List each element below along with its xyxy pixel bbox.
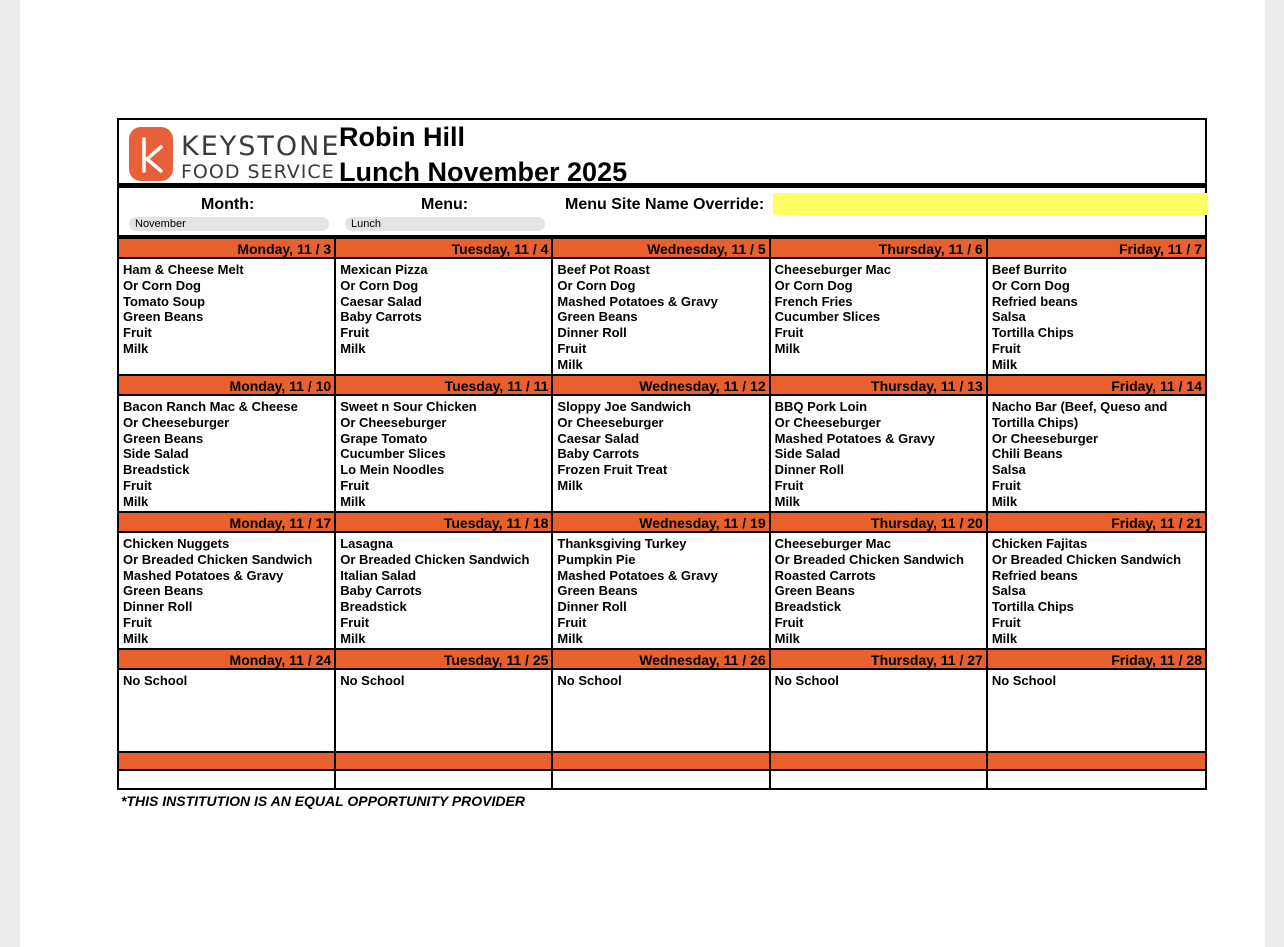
menu-item: Milk xyxy=(557,477,583,493)
logo-subtitle: FOOD SERVICE xyxy=(181,161,335,183)
menu-item: Bacon Ranch Mac & Cheese xyxy=(123,399,298,414)
day-menu-cell xyxy=(119,670,336,753)
menu-item: Milk xyxy=(774,630,800,646)
week-header-row xyxy=(119,650,1205,670)
day-menu-cell xyxy=(119,259,336,376)
month-label: Month: xyxy=(201,196,255,213)
menu-item: Fruit xyxy=(123,477,152,493)
menu-item: Green Beans xyxy=(774,583,855,599)
menu-item: Cheeseburger Mac xyxy=(774,262,891,277)
menu-item: Milk xyxy=(557,630,583,646)
day-menu-cell xyxy=(553,670,770,753)
menu-item: Italian Salad xyxy=(340,567,417,583)
menu-item: Dinner Roll xyxy=(557,325,627,341)
menu-item: No School xyxy=(774,673,839,688)
override-label: Menu Site Name Override: xyxy=(565,196,765,213)
menu-item: Salsa xyxy=(991,583,1026,599)
menu-item: Dinner Roll xyxy=(774,462,844,478)
menu-item: Green Beans xyxy=(123,309,204,325)
menu-item: Grape Tomato xyxy=(340,430,428,446)
blank-header-cell xyxy=(771,753,988,771)
menu-item: Or Cheeseburger xyxy=(557,414,664,430)
menu-item: Cucumber Slices xyxy=(774,309,881,325)
menu-item: Fruit xyxy=(340,325,370,341)
day-header: Thursday, 11 / 20 xyxy=(771,513,988,533)
day-menu-cell xyxy=(336,533,553,650)
menu-item: Tomato Soup xyxy=(123,293,206,309)
menu-item: Fruit xyxy=(991,614,1021,630)
menu-item: Caesar Salad xyxy=(340,293,422,309)
menu-item: Refried beans xyxy=(991,567,1078,583)
menu-item: Baby Carrots xyxy=(557,446,640,462)
day-header: Thursday, 11 / 6 xyxy=(771,239,988,259)
menu-item: Breadstick xyxy=(774,599,842,615)
menu-item: Dinner Roll xyxy=(123,599,193,615)
month-select[interactable]: November xyxy=(129,217,329,231)
day-header: Monday, 11 / 3 xyxy=(119,239,336,259)
day-header: Monday, 11 / 24 xyxy=(119,650,336,670)
menu-item: Cucumber Slices xyxy=(340,446,446,462)
menu-item: Or Corn Dog xyxy=(123,277,201,293)
day-header: Friday, 11 / 7 xyxy=(988,239,1205,259)
menu-item: Fruit xyxy=(991,477,1021,493)
day-header: Thursday, 11 / 27 xyxy=(771,650,988,670)
menu-item: Salsa xyxy=(991,462,1026,478)
blank-header-cell xyxy=(988,753,1205,771)
menu-item: Thanksgiving Turkey xyxy=(557,536,687,551)
menu-item: Milk xyxy=(123,340,149,356)
menu-item: Or Cheeseburger xyxy=(340,414,447,430)
menu-item: Or Corn Dog xyxy=(991,277,1070,293)
day-header: Friday, 11 / 21 xyxy=(988,513,1205,533)
day-menu-cell xyxy=(553,396,770,513)
day-menu-cell xyxy=(988,259,1205,376)
day-header: Friday, 11 / 28 xyxy=(988,650,1205,670)
menu-item: Fruit xyxy=(774,614,804,630)
day-menu-cell xyxy=(771,259,988,376)
site-name-override-field[interactable] xyxy=(773,193,1207,215)
menu-item: Mexican Pizza xyxy=(340,262,428,277)
menu-item: Milk xyxy=(340,493,366,509)
week-menu-row xyxy=(119,670,1205,753)
menu-item: Sweet n Sour Chicken xyxy=(340,399,477,414)
day-header: Wednesday, 11 / 12 xyxy=(553,376,770,396)
day-header: Monday, 11 / 10 xyxy=(119,376,336,396)
menu-item: Milk xyxy=(123,630,149,646)
blank-body-row xyxy=(119,771,1205,788)
menu-item: Tortilla Chips xyxy=(991,599,1074,615)
menu-item: Milk xyxy=(774,340,800,356)
menu-item: Fruit xyxy=(123,325,152,341)
menu-label: Menu: xyxy=(421,196,469,213)
menu-item: Or Breaded Chicken Sandwich xyxy=(340,551,530,567)
week-menu-row xyxy=(119,533,1205,650)
day-menu-cell xyxy=(336,670,553,753)
menu-item: Milk xyxy=(991,630,1018,646)
menu-item: Fruit xyxy=(340,614,370,630)
blank-header-row xyxy=(119,753,1205,771)
day-menu-cell xyxy=(336,259,553,376)
logo-wordmark: KEYSTONE xyxy=(181,131,341,162)
menu-item: Caesar Salad xyxy=(557,430,640,446)
menu-item: Tortilla Chips) xyxy=(991,414,1079,430)
menu-item: Or Corn Dog xyxy=(774,277,853,293)
day-header: Tuesday, 11 / 18 xyxy=(336,513,553,533)
menu-item: Milk xyxy=(557,356,583,372)
day-menu-cell xyxy=(119,396,336,513)
menu-item: Fruit xyxy=(557,614,587,630)
menu-selectors xyxy=(117,188,1207,235)
menu-item: Roasted Carrots xyxy=(774,567,876,583)
blank-body-cell xyxy=(988,771,1205,788)
menu-item: Mashed Potatoes & Gravy xyxy=(557,293,718,309)
day-menu-cell xyxy=(119,533,336,650)
week-header-row xyxy=(119,239,1205,259)
site-title: Robin Hill xyxy=(339,122,465,152)
menu-item: Fruit xyxy=(123,614,152,630)
blank-header-cell xyxy=(336,753,553,771)
day-menu-cell xyxy=(336,396,553,513)
menu-item: Milk xyxy=(991,493,1018,509)
menu-item: No School xyxy=(340,673,405,688)
menu-item: Or Cheeseburger xyxy=(123,414,230,430)
menu-item: Fruit xyxy=(774,325,804,341)
menu-item: Green Beans xyxy=(557,583,638,599)
blank-body-cell xyxy=(553,771,770,788)
blank-header-cell xyxy=(119,753,336,771)
menu-item: Milk xyxy=(340,340,366,356)
day-menu-cell xyxy=(771,670,988,753)
menu-item: Breadstick xyxy=(123,462,190,478)
menu-item: Beef Burrito xyxy=(991,262,1067,277)
menu-item: Breadstick xyxy=(340,599,407,615)
menu-item: Refried beans xyxy=(991,293,1078,309)
menu-item: Sloppy Joe Sandwich xyxy=(557,399,692,414)
day-header: Tuesday, 11 / 25 xyxy=(336,650,553,670)
menu-item: Or Breaded Chicken Sandwich xyxy=(123,551,313,567)
blank-header-cell xyxy=(553,753,770,771)
day-menu-cell xyxy=(553,259,770,376)
menu-item: Fruit xyxy=(774,477,804,493)
day-header: Wednesday, 11 / 26 xyxy=(553,650,770,670)
day-menu-cell xyxy=(988,670,1205,753)
menu-item: Cheeseburger Mac xyxy=(774,536,891,551)
menu-item: Mashed Potatoes & Gravy xyxy=(557,567,718,583)
week-header-row xyxy=(119,376,1205,396)
day-header: Friday, 11 / 14 xyxy=(988,376,1205,396)
menu-item: French Fries xyxy=(774,293,853,309)
menu-header xyxy=(117,118,1207,188)
day-menu-cell xyxy=(553,533,770,650)
day-menu-cell xyxy=(771,533,988,650)
menu-select[interactable]: Lunch xyxy=(345,217,545,231)
document-page xyxy=(20,0,1265,947)
menu-item: Pumpkin Pie xyxy=(557,551,636,567)
menu-item: Mashed Potatoes & Gravy xyxy=(774,430,935,446)
menu-item: Milk xyxy=(991,356,1018,372)
day-header: Wednesday, 11 / 19 xyxy=(553,513,770,533)
menu-item: Or Breaded Chicken Sandwich xyxy=(774,551,964,567)
menu-item: Baby Carrots xyxy=(340,309,422,325)
menu-item: Baby Carrots xyxy=(340,583,422,599)
menu-item: Salsa xyxy=(991,309,1026,325)
day-menu-cell xyxy=(771,396,988,513)
day-header: Wednesday, 11 / 5 xyxy=(553,239,770,259)
menu-sheet xyxy=(117,118,1207,809)
menu-item: Beef Pot Roast xyxy=(557,262,650,277)
day-header: Tuesday, 11 / 4 xyxy=(336,239,553,259)
menu-title: Lunch November 2025 xyxy=(339,157,628,187)
menu-item: Tortilla Chips xyxy=(991,325,1074,341)
menu-item: Dinner Roll xyxy=(557,599,627,615)
menu-item: No School xyxy=(123,673,188,688)
menu-item: Chili Beans xyxy=(991,446,1063,462)
menu-item: Or Breaded Chicken Sandwich xyxy=(991,551,1182,567)
menu-item: Fruit xyxy=(340,477,370,493)
menu-item: Or Corn Dog xyxy=(340,277,419,293)
menu-item: Chicken Fajitas xyxy=(991,536,1088,551)
keystone-logo xyxy=(129,127,341,183)
menu-item: Frozen Fruit Treat xyxy=(557,462,668,478)
menu-item: Ham & Cheese Melt xyxy=(123,262,244,277)
menu-item: Fruit xyxy=(991,340,1021,356)
menu-item: Side Salad xyxy=(123,446,189,462)
menu-item: Mashed Potatoes & Gravy xyxy=(123,567,284,583)
menu-item: Milk xyxy=(123,493,149,509)
menu-item: Lasagna xyxy=(340,536,393,551)
week-header-row xyxy=(119,513,1205,533)
menu-calendar-grid xyxy=(117,235,1207,790)
day-header: Thursday, 11 / 13 xyxy=(771,376,988,396)
day-header: Tuesday, 11 / 11 xyxy=(336,376,553,396)
menu-item: Or Cheeseburger xyxy=(991,430,1099,446)
menu-item: Green Beans xyxy=(123,583,204,599)
menu-item: Or Cheeseburger xyxy=(774,414,881,430)
menu-item: Fruit xyxy=(557,340,587,356)
menu-item: No School xyxy=(991,673,1057,688)
menu-item: No School xyxy=(557,673,622,688)
menu-item: BBQ Pork Loin xyxy=(774,399,868,414)
equal-opportunity-footer: *THIS INSTITUTION IS AN EQUAL OPPORTUNITY PROVIDER xyxy=(121,793,525,809)
blank-body-cell xyxy=(771,771,988,788)
menu-item: Green Beans xyxy=(123,430,204,446)
menu-item: Nacho Bar (Beef, Queso and xyxy=(991,399,1168,414)
day-menu-cell xyxy=(988,533,1205,650)
blank-body-cell xyxy=(336,771,553,788)
menu-item: Side Salad xyxy=(774,446,841,462)
menu-item: Milk xyxy=(774,493,800,509)
menu-item: Lo Mein Noodles xyxy=(340,462,445,478)
week-menu-row xyxy=(119,259,1205,376)
menu-item: Green Beans xyxy=(557,309,638,325)
menu-item: Milk xyxy=(340,630,366,646)
day-header: Monday, 11 / 17 xyxy=(119,513,336,533)
menu-item: Or Corn Dog xyxy=(557,277,636,293)
day-menu-cell xyxy=(988,396,1205,513)
blank-body-cell xyxy=(119,771,336,788)
menu-item: Chicken Nuggets xyxy=(123,536,230,551)
logo-k-icon xyxy=(129,127,173,181)
week-menu-row xyxy=(119,396,1205,513)
